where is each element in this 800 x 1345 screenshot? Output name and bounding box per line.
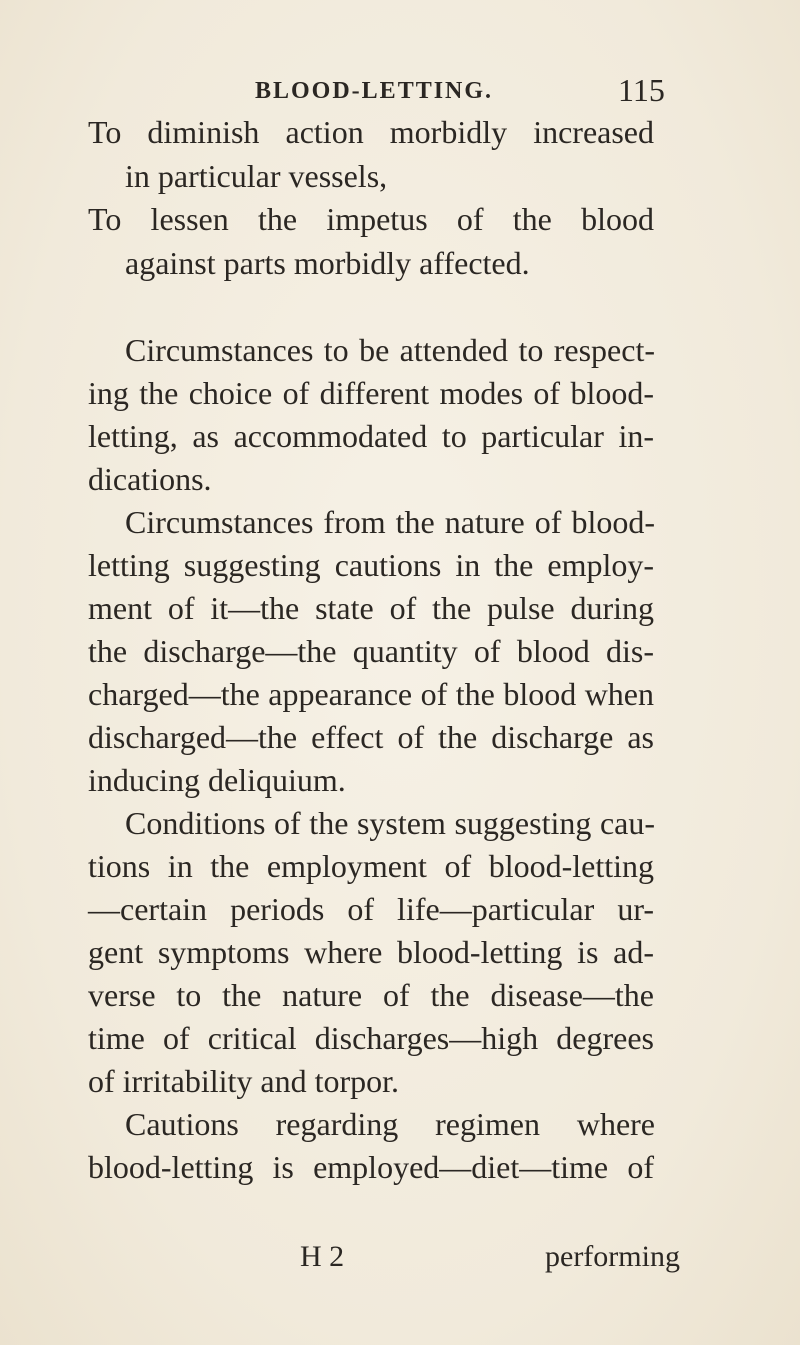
text-line-7: letting, as accommodated to particular in- — [88, 418, 654, 454]
text-line-22: of irritability and torpor. — [88, 1063, 400, 1099]
text-line-4: against parts morbidly affected. — [125, 245, 530, 281]
text-line-20: verse to the nature of the disease—the — [88, 977, 654, 1013]
text-line-10: letting suggesting cautions in the employ- — [88, 547, 654, 583]
page-number: 115 — [618, 72, 665, 108]
text-line-12: the discharge—the quantity of blood dis- — [88, 633, 654, 669]
text-line-5: Circumstances to be attended to respect- — [125, 332, 655, 368]
running-head: BLOOD-LETTING. — [255, 78, 494, 104]
catchword: performing — [545, 1240, 680, 1273]
text-line-6: ing the choice of different modes of blood- — [88, 375, 654, 411]
signature-mark: H 2 — [300, 1240, 345, 1273]
text-line-14: discharged—the effect of the discharge as — [88, 719, 654, 755]
text-line-1: To diminish action morbidly increased — [88, 114, 654, 150]
text-line-17: tions in the employment of blood-letting — [88, 848, 654, 884]
text-line-15: inducing deliquium. — [88, 762, 346, 798]
text-line-9: Circumstances from the nature of blood- — [125, 504, 655, 540]
text-line-13: charged—the appearance of the blood when — [88, 676, 654, 712]
text-line-21: time of critical discharges—high degrees — [88, 1020, 654, 1056]
text-line-19: gent symptoms where blood-letting is ad- — [88, 934, 654, 970]
text-line-16: Conditions of the system suggesting cau- — [125, 805, 655, 841]
text-line-18: —certain periods of life—particular ur- — [88, 891, 654, 927]
text-line-23: Cautions regarding regimen where — [125, 1106, 655, 1142]
text-line-24: blood-letting is employed—diet—time of — [88, 1149, 654, 1185]
text-line-3: To lessen the impetus of the blood — [88, 201, 654, 237]
text-line-11: ment of it—the state of the pulse during — [88, 590, 654, 626]
text-line-2: in particular vessels, — [125, 158, 388, 194]
text-line-8: dications. — [88, 461, 212, 497]
